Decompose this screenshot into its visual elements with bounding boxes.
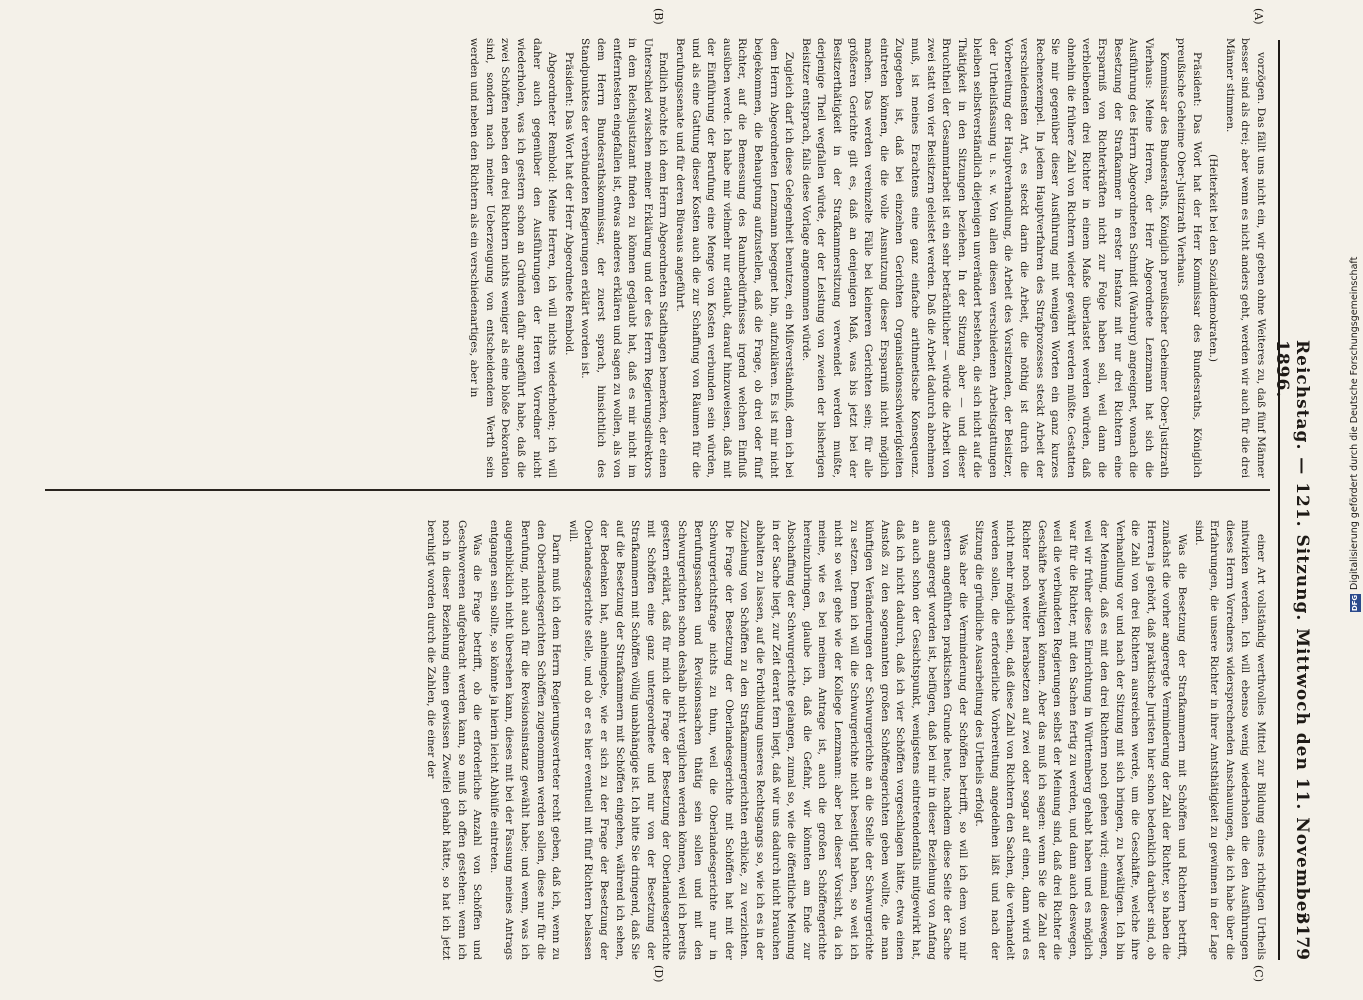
footer-credit: Digitalisierung gefördert durch die Deutsche Forschungsgemeinschaft (1349, 256, 1360, 590)
paragraph: Präsident: Das Wort hat der Herr Kommissar des Bundesraths, Königlich preußische Geheime Ober-Justizrath Vierhaus. (1175, 38, 1203, 478)
margin-mark-c: (C) (1252, 965, 1265, 982)
paragraph: Abgeordneter Rembold: Meine Herren, ich will nichts wiederholen; ich will daher auch gegenüber den Ausführungen der Herren Vorredner nicht wiederholen, was ich gestern schon an Gründen dafür angeführt habe, daß die zwei Schöffen neben den drei Richtern nichts weniger als eine bloße Dekoration sind, sondern nach meiner Ueberzeugung von entscheidendem Werth sein werden und neben den Richtern als ein verschiedenartiges, aber in (468, 38, 559, 478)
margin-mark-b: (B) (652, 8, 665, 25)
page-number: 3179 (1292, 912, 1312, 960)
paragraph: einer Art vollständig werthvolles Mittel zur Bildung eines richtigen Urtheils mitwirken werden. Ich will ebenso wenig wiederholen die den Ausführungen dieses Herrn Vorredners widersprechenden Anschauungen, die ich habe über die Erfahrungen, die unsere Richter in ihrer Amtsthätigkeit zu gewinnen in der Lage sind. (1192, 520, 1267, 960)
margin-mark-d: (D) (652, 965, 665, 983)
paragraph: Was die Besetzung der Strafkammern mit Schöffen und Richtern betrifft, zunächst die vorher angeregte Verminderung der Zahl der Richter, so haben die Herren ja gehört, daß praktische Juristen hier schon bedenklich darüber sind, ob die Zahl von drei Richtern ausreichen werde, um die Geschäfte, welche ihre Verhandlung vor und nach der Sitzung mit sich bringen, zu bewältigen. Ich bin der Meinung, daß es mit den drei Richtern noch gehen wird; einmal deswegen, weil wir früher diese Einrichtung in Württemberg gehabt haben und es möglich war für die Richter, mit den Sachen fertig zu werden, und dann auch deswegen, weil die verbündeten Regierungen selbst der Meinung sind, daß drei Richter die Geschäfte bewältigen können. Aber das muß ich sagen: wenn Sie die Zahl der Richter noch weiter herabsetzen auf zwei oder sogar auf einen, dann wird es nicht mehr möglich sein, daß diese Zahl von Richtern den Sachen, die verhandelt werden sollen, die erforderliche Vorbereitung angedeihen läßt und nach der Sitzung die gründliche Ausarbeitung des Urtheils erfolgt. (973, 520, 1189, 960)
paragraph: Präsident: Das Wort hat der Herr Abgeordnete Rembold. (562, 52, 575, 356)
page-title: Reichstag. — 121. Sitzung. Mittwoch den 11. November 1896. (1272, 340, 1312, 923)
digitization-footer (1349, 224, 1363, 612)
running-head (1272, 40, 1320, 960)
paragraph: Zugleich darf ich diese Gelegenheit benutzen, ein Mißverständniß, dem ich bei dem Herrn Abgeordneten Lenzmann begegnet bin, aufzuklären. Es ist mir nicht beigekommen, die Behauptung aufzustellen, daß die Frage, ob drei oder fünf Richter, auf die Bemessung des Raumbedürfnisses irgend welchen Einfluß ausüben werde. Ich habe mir vielmehr nur erlaubt, darauf hinzuweisen, daß mit der Einführung der Berufung eine Menge von Kosten verbunden sein würden, und als eine Gattung dieser Kosten auch die zur Schaffung von Räumen für die Berufungssenate und für deren Büreaus angeführt. (674, 38, 796, 478)
paragraph: Was aber die Verminderung der Schöffen betrifft, so will ich dem von mir gestern angeführten praktischen Grunde heute, nachdem diese Seite der Sache auch angeregt worden ist, beifügen, daß bei mir in dieser Beziehung von Anfang an auch schon der Gesichtspunkt, wenigstens eintretendenfalls mitgewirkt hat, daß ich nicht dadurch, daß ich vier Schöffen vorgeschlagen hätte, etwa einen Anstoß zu den sogenannten großen Schöffengerichten geben wollte, die man künftigen Veränderungen der Schwurgerichte an die Stelle der Schwurgerichte zu setzen. Denn ich will die Schwurgerichte nicht beseitigt haben, so weit ich nicht so weit gehe wie der Kollege Lenzmann: aber bei dieser Vorsicht, da ich meine, wie es bei meinem Antrage ist, auch die großen Schöffengerichte hereinzubringen, glaube ich, daß die Gefahr, wir könnten am Ende zur Abschaffung der Schwurgerichte gelangen, zumal so, wie die öffentliche Meinung in der Sache liegt, zur Zeit derart fern liegt, daß wir uns dadurch nicht brauchen abhalten zu lassen, auf die Fortbildung unseres Rechtsgangs so, wie ich es in der Zuziehung von Schöffen zu den Strafkammergerichten erblicke, zu verzichten. Die Frage der Besetzung der Oberlandesgerichte mit Schöffen hat mit der Schwurgerichtsfrage nichts zu thun, weil die Oberlandesgerichte nur in Berufungssachen und Revisionssachen thätig sein sollen und mit den Schwurgerichten schon deshalb nicht verglichen werden können, weil ich bereits gestern erklärt, daß für mich die Frage der Besetzung der Oberlandesgerichte mit Schöffen eine ganz untergeordnete und nur von der Besetzung der Strafkammern mit Schöffen völlig unabhängige ist. Ich bitte Sie dringend, daß Sie auf die Besetzung der Strafkammern mit Schöffen eingehen, während ich sehen, der Bedenken hat, anheimgebe, wie er sich zu der Frage der Besetzung der Oberlandesgerichte stelle, und ob er es hier eventuell mit fünf Richtern belassen will. (566, 520, 969, 960)
paragraph: Was die Frage betrifft, ob die erforderliche Anzahl von Schöffen und Geschworenen aufgebracht werden kann, so muß ich offen gestehen: wenn ich noch in dieser Beziehung einen gewissen Zweifel gehabt hätte, so hat ich jetzt beruhigt worden durch die Zahlen, die einer der (424, 520, 484, 960)
paragraph: Darin muß ich dem Herrn Regierungsvertreter recht geben, daß ich, wenn zu den Oberlandesgerichten Schöffen zugenommen werden sollen, diese nur für die Berufung, nicht auch für die Revisionsinstanz gewählt habe; und wenn, was ich augenblicklich nicht übersehen kann, dieses mit bei der Fassung meines Antrags entgangen sein sollte, so könnte ja hierin leicht Abhülfe eintreten. (487, 520, 563, 960)
margin-mark-a: (A) (1252, 8, 1265, 25)
newspaper-sheet (30, 0, 1320, 1000)
dfg-logo-icon: DFG (1351, 594, 1359, 612)
paragraph: Endlich möchte ich dem Herrn Abgeordneten Stadthagen bemerken, der einen Unterschied zwischen meiner Erklärung und der des Herrn Regierungsdirektors in dem Reichsjustizamt finden zu können geglaubt hat, daß es mir nicht im entferntesten eingefallen ist, etwas anderes erklären und sagen zu wollen, als von dem Herrn Bundesrathskommissar, der zuerst sprach, hinsichtlich des Standpunktes der verbündeten Regierungen erklärt worden ist. (579, 38, 670, 478)
interjection: (Heiterkeit bei den Sozialdemokraten.) (1207, 154, 1220, 362)
right-column (421, 520, 1268, 960)
paragraph: vorzögen. Das fällt uns nicht ein, wir geben ohne Weiteres zu, daß fünf Männer besser sind als drei; aber wenn es nicht anders geht, werden wir auch für die drei Männer stimmen. (1223, 38, 1267, 478)
column-divider (45, 489, 1270, 491)
left-column (465, 38, 1268, 478)
paragraph: Kommissar des Bundesraths, Königlich preußischer Geheimer Ober-Justizrath Vierhaus: Meine Herren, der Herr Abgeordnete Lenzmann hat sich die Ausführung des Herrn Abgeordneten Schmidt (Warburg) angeeignet, wonach die Besetzung der Strafkammer in erster Instanz mit nur drei Richtern eine Ersparniß von Richterkräften nicht zur Folge haben soll, weil dann die verbleibenden drei Richter in einem Maße überlastet werden würden, daß ohnehin die frühere Zahl von Richtern wieder gewährt werden müßte. Gestatten Sie mir gegenüber dieser Ausführung mit wenigen Worten ein ganz kurzes Rechenexempel. In jedem Hauptverfahren des Strafprozesses steckt Arbeit der verschiedensten Art, es steckt darin die Arbeit, die nöthig ist durch die Vorbereitung der Hauptverhandlung, die Arbeit des Vorsitzenden, der Beisitzer, der Urtheilsfassung u. s. w. Von allen diesen verschiedenen Arbeitsgattungen bleiben selbstverständlich diejenigen unverändert bestehen, die sich nicht auf die Thätigkeit in den Sitzungen beziehen. In der Sitzung aber — und dieser Bruchtheil der Gesammtarbeit ist ein sehr beträchtlicher — würde die Arbeit von zwei statt von vier Beisitzern geleistet werden. Daß die Arbeit dadurch abnehmen muß, ist meines Erachtens eine ganz einfache arithmetische Konsequenz. Zugegeben ist, daß bei einzelnen Gerichten Organisationsschwierigkeiten eintreten können, die die volle Ausnutzung dieser Ersparniß nicht möglich machen. Das werden vereinzelte Fälle bei kleineren Gerichten sein; für alle größeren Gerichte gilt es, daß an denjenigen Maß, was bis jetzt bei der Besitzerthätigkeit in der Strafkammersitzung verwendet werden mußte, derjenige Theil wegfallen würde, der der Leistung von zweien der bisherigen Beisitzer entsprach, falls diese Vorlage angenommen würde. (799, 38, 1171, 478)
